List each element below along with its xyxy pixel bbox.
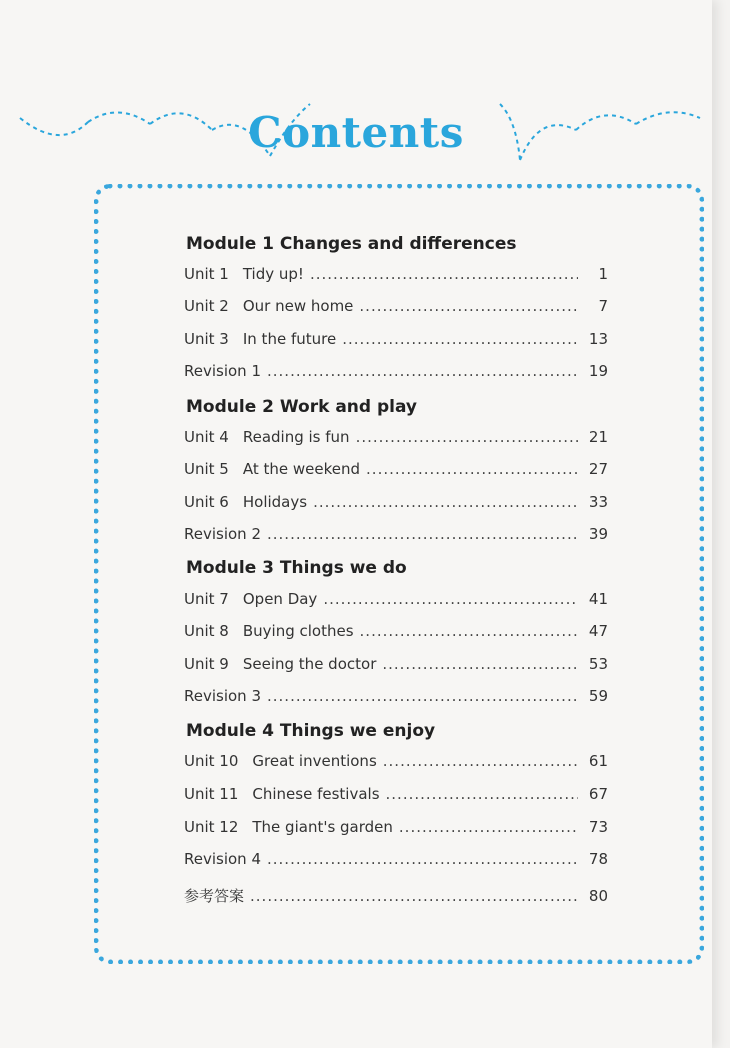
entry-page-number: 13 [588, 330, 608, 348]
entry-title: Seeing the doctor [242, 655, 377, 673]
entry-unit: Unit 3 [184, 330, 229, 348]
dot-leader [342, 330, 578, 348]
entry-unit: Unit 1 [184, 265, 229, 283]
entry-page-number: 27 [588, 460, 608, 478]
module-heading-2: Module 2 Work and play [186, 397, 418, 417]
toc-entry[interactable] [184, 687, 608, 709]
entry-page-number: 59 [588, 687, 608, 705]
entry-title: Chinese festivals [252, 785, 380, 803]
entry-unit: Unit 4 [184, 428, 229, 446]
entry-unit: Unit 5 [184, 460, 229, 478]
toc-entry[interactable] [184, 297, 608, 319]
toc-entry[interactable] [184, 590, 608, 612]
dot-leader [366, 460, 578, 478]
entry-unit: Unit 11 [184, 785, 239, 803]
toc-entry[interactable] [184, 362, 608, 384]
toc-entry[interactable] [184, 493, 608, 515]
entry-title: Holidays [242, 493, 308, 511]
entry-title: Our new home [242, 297, 354, 315]
dot-leader [310, 265, 578, 283]
entry-title: Tidy up! [242, 265, 304, 283]
entry-title: The giant's garden [252, 818, 393, 836]
toc-entry[interactable] [184, 460, 608, 482]
entry-unit: 参考答案 [184, 887, 245, 905]
dot-leader [399, 818, 578, 836]
entry-unit: Revision 3 [184, 687, 261, 705]
entry-title: Reading is fun [242, 428, 350, 446]
entry-unit: Revision 2 [184, 525, 261, 543]
dot-leader [267, 525, 578, 543]
dot-leader [267, 362, 578, 380]
entry-title: In the future [242, 330, 337, 348]
entry-unit: Unit 8 [184, 622, 229, 640]
contents-title: Contents [248, 108, 464, 157]
entry-unit: Unit 6 [184, 493, 229, 511]
entry-unit: Unit 12 [184, 818, 239, 836]
entry-unit: Unit 10 [184, 752, 239, 770]
entry-page-number: 53 [588, 655, 608, 673]
toc-entry[interactable] [184, 752, 608, 774]
dot-leader [386, 785, 578, 803]
entry-page-number: 78 [588, 850, 608, 868]
entry-page-number: 67 [588, 785, 608, 803]
dot-leader [323, 590, 578, 608]
entry-title: Buying clothes [242, 622, 354, 640]
entry-unit: Revision 1 [184, 362, 261, 380]
toc-entry[interactable] [184, 850, 608, 872]
toc-entry[interactable] [184, 330, 608, 352]
module-heading-1: Module 1 Changes and differences [186, 234, 517, 254]
toc-entry[interactable] [184, 622, 608, 644]
entry-page-number: 61 [588, 752, 608, 770]
dot-leader [356, 428, 578, 446]
entry-title: At the weekend [242, 460, 361, 478]
toc-entry[interactable] [184, 785, 608, 807]
toc-entry[interactable] [184, 885, 608, 907]
dot-leader [360, 622, 578, 640]
dot-leader [267, 687, 578, 705]
entry-page-number: 73 [588, 818, 608, 836]
entry-unit: Unit 2 [184, 297, 229, 315]
dot-leader [382, 655, 578, 673]
entry-page-number: 47 [588, 622, 608, 640]
module-heading-4: Module 4 Things we enjoy [186, 721, 436, 741]
entry-title: Open Day [242, 590, 318, 608]
toc-entry[interactable] [184, 525, 608, 547]
entry-page-number: 1 [598, 265, 608, 283]
dot-leader [359, 297, 578, 315]
entry-page-number: 41 [588, 590, 608, 608]
entry-unit: Unit 7 [184, 590, 229, 608]
entry-page-number: 33 [588, 493, 608, 511]
entry-page-number: 21 [588, 428, 608, 446]
module-heading-3: Module 3 Things we do [186, 558, 407, 578]
toc-entry[interactable] [184, 818, 608, 840]
entry-page-number: 19 [588, 362, 608, 380]
entry-page-number: 39 [588, 525, 608, 543]
entry-page-number: 7 [598, 297, 608, 315]
dot-leader [383, 752, 578, 770]
dot-leader [313, 493, 578, 511]
toc-entry[interactable] [184, 428, 608, 450]
toc-entry[interactable] [184, 655, 608, 677]
dot-leader [250, 887, 578, 905]
dot-leader [267, 850, 578, 868]
entry-unit: Revision 4 [184, 850, 261, 868]
entry-title: Great inventions [252, 752, 377, 770]
entry-page-number: 80 [588, 887, 608, 905]
entry-unit: Unit 9 [184, 655, 229, 673]
toc-entry[interactable] [184, 265, 608, 287]
